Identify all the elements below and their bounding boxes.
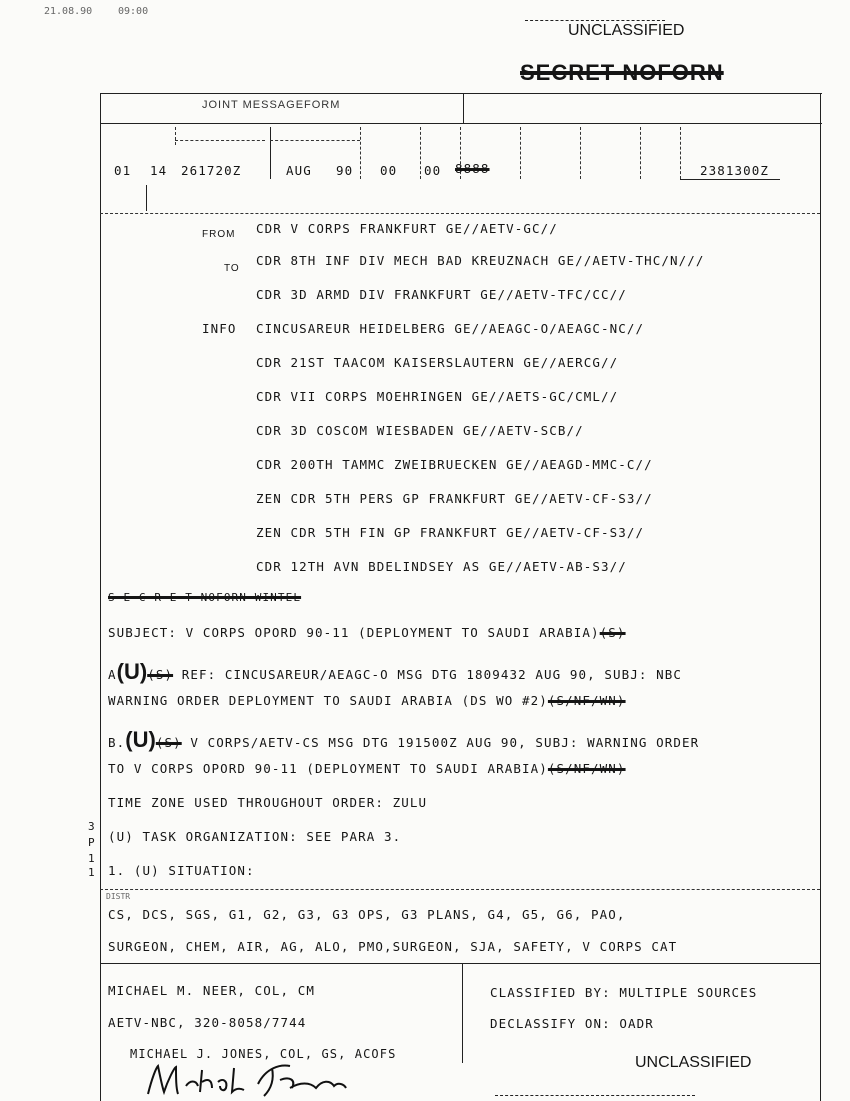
header-right-dtg: 2381300Z xyxy=(700,163,770,178)
ref-a-text: REF: CINCUSAREUR/AEAGC-O MSG DTG 1809432 AUG 90, SUBJ: NBC xyxy=(181,667,683,682)
signature xyxy=(140,1058,400,1101)
releaser-name: MICHAEL J. JONES, COL, GS, ACOFS xyxy=(130,1047,397,1061)
header-field-6: 00 xyxy=(380,163,398,178)
to-address: CDR 8TH INF DIV MECH BAD KREUZNACH GE//AETV-THC/N/// xyxy=(256,253,705,268)
classification-bottom: UNCLASSIFIED xyxy=(635,1054,752,1071)
info-address: CDR 12TH AVN BDELINDSEY AS GE//AETV-AB-S3// xyxy=(256,559,627,574)
ref-b-text: V CORPS/AETV-CS MSG DTG 191500Z AUG 90, SUBJ: WARNING ORDER xyxy=(190,735,700,750)
fax-date: 21.08.90 xyxy=(44,6,93,17)
info-label: INFO xyxy=(202,321,237,336)
margin-mark: 3 xyxy=(88,820,96,833)
info-address: CINCUSAREUR HEIDELBERG GE//AEAGC-O/AEAGC-NC// xyxy=(256,321,645,336)
ref-b-struck-2: (S/NF/WN) xyxy=(547,761,626,776)
ref-a-struck-2: (S/NF/WN) xyxy=(547,693,626,708)
info-address: CDR VII CORPS MOEHRINGEN GE//AETS-GC/CML// xyxy=(256,389,619,404)
margin-mark: 1 xyxy=(88,852,96,865)
header-dtg: 261720Z xyxy=(181,163,242,178)
task-organization-line: (U) TASK ORGANIZATION: SEE PARA 3. xyxy=(108,829,402,844)
ref-b-prefix: B. xyxy=(108,735,126,750)
info-address: CDR 3D COSCOM WIESBADEN GE//AETV-SCB// xyxy=(256,423,584,438)
classification-top: UNCLASSIFIED xyxy=(568,22,685,39)
margin-mark: P xyxy=(88,836,96,849)
subject-struck: (S) xyxy=(599,625,626,640)
classified-by: CLASSIFIED BY: MULTIPLE SOURCES xyxy=(490,985,758,1000)
struck-classification: S E C R E T NOFORN WINTEL xyxy=(108,591,302,604)
subject-line xyxy=(108,625,626,640)
reference-b-line1 xyxy=(108,727,699,753)
header-month: AUG xyxy=(286,163,312,178)
info-address: ZEN CDR 5TH FIN GP FRANKFURT GE//AETV-CF-S3// xyxy=(256,525,645,540)
ref-a-prefix: A xyxy=(108,667,117,682)
header-year: 90 xyxy=(336,163,354,178)
ref-a-struck: (S) xyxy=(147,667,174,682)
distribution-line: SURGEON, CHEM, AIR, AG, ALO, PMO,SURGEON, SJA, SAFETY, V CORPS CAT xyxy=(108,939,678,954)
distribution-line: CS, DCS, SGS, G1, G2, G3, G3 OPS, G3 PLANS, G4, G5, G6, PAO, xyxy=(108,907,626,922)
info-address: CDR 200TH TAMMC ZWEIBRUECKEN GE//AEAGD-MMC-C// xyxy=(256,457,653,472)
reference-a-line1 xyxy=(108,659,682,685)
to-label: TO xyxy=(224,263,240,274)
declassify-on: DECLASSIFY ON: OADR xyxy=(490,1016,654,1031)
struck-marking-top: SECRET NOFORN xyxy=(520,60,724,85)
header-field-7: 00 xyxy=(424,163,442,178)
distribution-label: DISTR xyxy=(106,892,131,901)
ref-a-u-mark: (U) xyxy=(116,659,148,684)
ref-a-text-2: WARNING ORDER DEPLOYMENT TO SAUDI ARABIA (DS WO #2) xyxy=(108,693,548,708)
header-field-1: 01 xyxy=(114,163,132,178)
header-struck: 8888 xyxy=(455,161,490,176)
ref-b-text-2: TO V CORPS OPORD 90-11 (DEPLOYMENT TO SAUDI ARABIA) xyxy=(108,761,548,776)
time-zone-line: TIME ZONE USED THROUGHOUT ORDER: ZULU xyxy=(108,795,428,810)
from-address: CDR V CORPS FRANKFURT GE//AETV-GC// xyxy=(256,221,558,236)
reference-b-line2 xyxy=(108,761,626,776)
from-label: FROM xyxy=(202,229,236,240)
info-address: CDR 21ST TAACOM KAISERSLAUTERN GE//AERCG// xyxy=(256,355,619,370)
ref-b-struck: (S) xyxy=(155,735,182,750)
drafter-office-phone: AETV-NBC, 320-8058/7744 xyxy=(108,1015,307,1030)
ref-b-u-mark: (U) xyxy=(125,727,156,752)
fax-time: 09:00 xyxy=(118,6,149,17)
drafter-name: MICHAEL M. NEER, COL, CM xyxy=(108,983,316,998)
margin-mark: 1 xyxy=(88,866,96,879)
reference-a-line2 xyxy=(108,693,626,708)
to-address: CDR 3D ARMD DIV FRANKFURT GE//AETV-TFC/CC// xyxy=(256,287,627,302)
situation-line: 1. (U) SITUATION: xyxy=(108,863,255,878)
info-address: ZEN CDR 5TH PERS GP FRANKFURT GE//AETV-CF-S3// xyxy=(256,491,653,506)
header-field-2: 14 xyxy=(150,163,168,178)
form-title: JOINT MESSAGEFORM xyxy=(202,99,341,111)
subject-text: SUBJECT: V CORPS OPORD 90-11 (DEPLOYMENT TO SAUDI ARABIA) xyxy=(108,625,600,640)
